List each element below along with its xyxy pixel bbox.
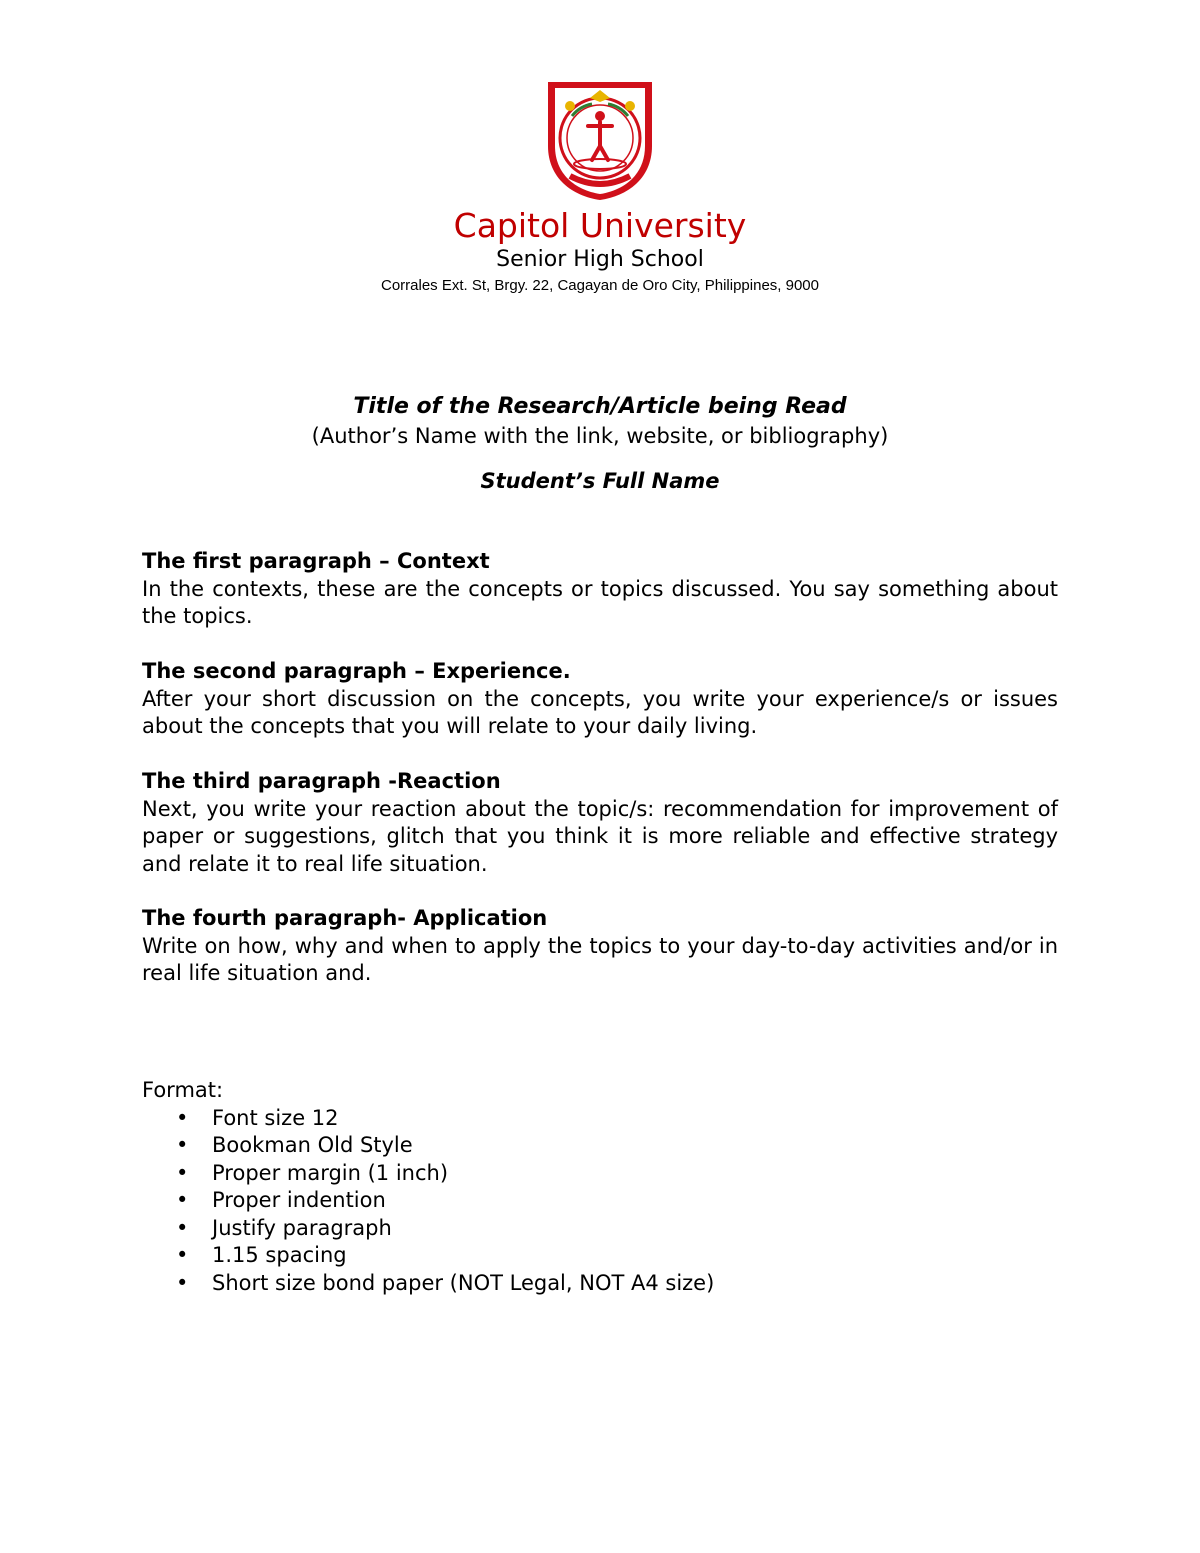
list-item: • Proper indention [142, 1187, 1058, 1215]
list-item: • 1.15 spacing [142, 1242, 1058, 1270]
section-text: In the contexts, these are the concepts or topics discussed. You say something about the topics. [142, 576, 1058, 628]
author-line: (Author’s Name with the link, website, or bibliography) [311, 424, 889, 448]
bullet-icon: • [176, 1243, 189, 1267]
list-item: • Short size bond paper (NOT Legal, NOT A4 size) [142, 1270, 1058, 1298]
school-address: Corrales Ext. St, Brgy. 22, Cagayan de Oro City, Philippines, 9000 [381, 277, 819, 294]
section-heading: The third paragraph -Reaction [142, 769, 501, 793]
format-section [142, 1077, 1058, 1297]
section-heading: The first paragraph – Context [142, 549, 490, 573]
school-name: Senior High School [496, 247, 704, 272]
format-label: Format: [142, 1078, 224, 1102]
format-list [142, 1105, 1058, 1298]
document-title: Title of the Research/Article being Read [353, 394, 847, 419]
section-text: Write on how, why and when to apply the topics to your day-to-day activities and/or in real life situation and. [142, 933, 1058, 985]
section-heading: The second paragraph – Experience. [142, 659, 571, 683]
section-heading: The fourth paragraph- Application [142, 906, 548, 930]
list-item: • Proper margin (1 inch) [142, 1160, 1058, 1188]
section-text: After your short discussion on the concepts, you write your experience/s or issues about the concepts that you will relate to your daily living. [142, 686, 1058, 738]
bullet-icon: • [176, 1133, 189, 1157]
list-item: • Bookman Old Style [142, 1132, 1058, 1160]
section-reaction [142, 768, 1058, 878]
section-text: Next, you write your reaction about the topic/s: recommendation for improvement of paper or suggestions, glitch that you think it is more reliable and effective strategy and relate it to real life situation. [142, 796, 1058, 876]
bullet-icon: • [176, 1105, 189, 1130]
university-name: Capitol University [453, 206, 747, 245]
bullet-icon: • [176, 1160, 189, 1185]
list-item: • Font size 12 [142, 1105, 1058, 1133]
bullet-icon: • [176, 1270, 189, 1295]
bullet-icon: • [176, 1215, 189, 1240]
section-experience [142, 658, 1058, 741]
section-application [142, 905, 1058, 988]
section-context [142, 548, 1058, 631]
capitol-university-seal-icon [540, 76, 660, 202]
list-item: • Justify paragraph [142, 1215, 1058, 1243]
bullet-icon: • [176, 1188, 189, 1212]
student-name: Student’s Full Name [480, 469, 720, 493]
